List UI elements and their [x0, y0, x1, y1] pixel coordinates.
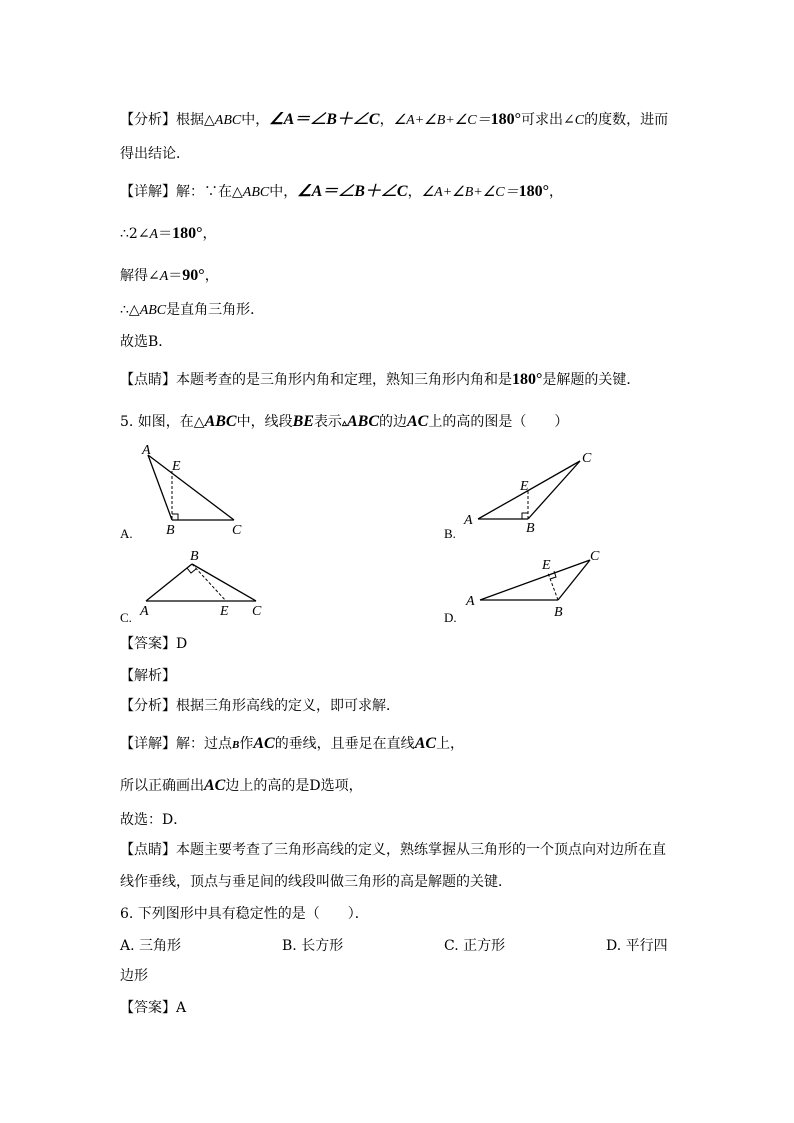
q4-analysis-line-1: 【分析】根据△ABC中，∠A＝∠B＋∠C，∠A+∠B+∠C＝180°可求出∠C的度数，进而 — [120, 111, 669, 128]
q6-option-c: C. 正方形 — [444, 938, 506, 954]
angle-sum-expression: ∠A+∠B+∠C＝ — [393, 113, 491, 128]
q5-comment-2: 线作垂线，顶点与垂足间的线段叫做三角形的高是解题的关键． — [120, 874, 512, 890]
point-label-b: B — [166, 523, 175, 538]
degree-180: 180° — [490, 111, 522, 128]
triangle-figure-a — [120, 440, 260, 540]
option-label-c: C. — [120, 610, 132, 625]
point-label-e: E — [520, 479, 529, 494]
detail-tag: 【详解】 — [120, 184, 176, 200]
q6-option-d: D. 平行四 — [606, 938, 668, 954]
q4-step-3: 解得∠A＝90°， — [120, 267, 219, 284]
q5-comment-1: 【点睛】本题主要考查了三角形高线的定义，熟练掌握从三角形的一个顶点向对边所在直 — [120, 842, 666, 858]
q6-stem: 6. 下列图形中具有稳定性的是（ ）． — [120, 906, 369, 922]
triangle-figure-b — [460, 446, 610, 546]
triangle-figure-c — [130, 546, 270, 622]
q5-answer: 【答案】D — [120, 636, 188, 652]
degree-90: 90° — [182, 267, 205, 284]
point-label-b: B — [190, 549, 199, 564]
point-label-b: B — [554, 605, 563, 620]
q5-choice: 故选：D． — [120, 812, 188, 828]
figure-option-a — [120, 440, 260, 544]
option-label-b: B. — [444, 526, 456, 541]
point-label-c: C — [590, 549, 600, 564]
option-label-a: A. — [120, 526, 133, 541]
option-label-d: D. — [444, 610, 457, 625]
point-label-a: A — [464, 513, 473, 528]
figure-option-c — [130, 546, 270, 626]
q4-comment: 【点睛】本题考查的是三角形内角和定理，熟知三角形内角和是180°是解题的关键． — [120, 371, 641, 388]
point-label-a: A — [466, 594, 475, 609]
q4-step-2: ∴2∠A＝180°， — [120, 225, 217, 242]
analysis-tag: 【分析】 — [120, 112, 176, 128]
q6-option-d-continued: 边形 — [120, 968, 148, 984]
answer-value: A — [176, 1000, 187, 1016]
point-label-a: A — [142, 443, 151, 458]
q5-stem: 5. 如图，在△ABC中，线段BE表示▵ABC的边AC上的高的图是（ ） — [120, 413, 569, 430]
comment-tag: 【点睛】 — [120, 372, 176, 388]
point-label-e: E — [542, 558, 551, 573]
q4-step-4: ∴△ABC是直角三角形． — [120, 302, 265, 318]
figure-option-b — [460, 446, 610, 550]
point-label-e: E — [220, 604, 229, 619]
q4-choice: 故选B． — [120, 334, 173, 350]
q6-answer: 【答案】A — [120, 1000, 187, 1016]
point-label-a: A — [140, 604, 149, 619]
point-label-b: B — [526, 521, 535, 536]
q6-option-b: B. 长方形 — [282, 938, 344, 954]
q5-jiexi: 【解析】 — [120, 668, 176, 684]
q5-analysis: 【分析】根据三角形高线的定义，即可求解． — [120, 698, 400, 714]
equation-a-eq-b-plus-c: ∠A＝∠B＋∠C — [269, 111, 380, 128]
q4-analysis-line-2: 得出结论． — [120, 146, 190, 162]
q6-option-a: A. 三角形 — [120, 938, 182, 954]
figure-option-d — [460, 544, 610, 628]
point-label-e: E — [172, 459, 181, 474]
answer-value: D — [176, 636, 188, 652]
q5-detail-2: 所以正确画出AC边上的高的是D选项， — [120, 777, 363, 794]
point-label-c: C — [582, 451, 592, 466]
point-label-c: C — [252, 604, 262, 619]
q4-detail-line-1: 【详解】解：∵在△ABC中，∠A＝∠B＋∠C，∠A+∠B+∠C＝180°， — [120, 183, 564, 200]
triangle-figure-d — [460, 544, 610, 624]
point-label-c: C — [232, 523, 242, 538]
q5-detail-1: 【详解】解：过点B作AC的垂线，且垂足在直线AC上， — [120, 735, 465, 752]
